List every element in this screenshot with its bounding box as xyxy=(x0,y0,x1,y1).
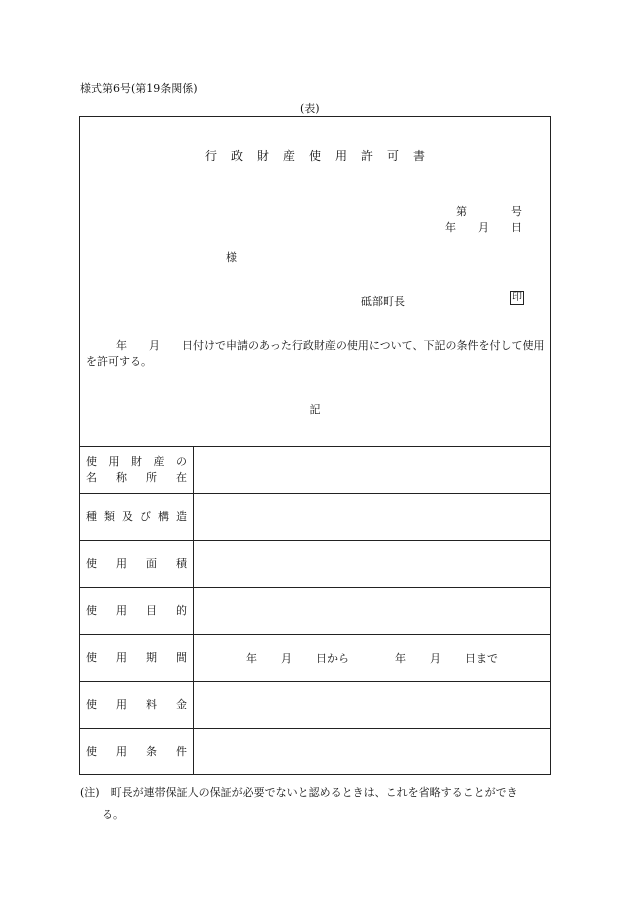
issue-date xyxy=(445,219,522,235)
table-row-area xyxy=(80,540,550,587)
row-label xyxy=(80,588,194,634)
label-char: 面 xyxy=(146,557,157,570)
permit-form xyxy=(79,116,551,775)
label-char: 名 xyxy=(86,471,97,484)
label-char: 使 xyxy=(86,698,97,711)
label-line xyxy=(86,556,187,572)
row-label xyxy=(80,729,194,775)
table-row-property-location xyxy=(80,446,550,493)
table-row-type-structure xyxy=(80,493,550,540)
footnote-line-1: (注) 町長が連帯保証人の保証が必要でないと認めるときは、これを省略することができ xyxy=(80,786,518,799)
ki-heading: 記 xyxy=(309,403,321,416)
label-char: の xyxy=(176,455,187,468)
row-value[interactable] xyxy=(194,541,550,587)
label-char: 及 xyxy=(122,510,133,523)
body-text: 日付けで申請のあった行政財産の使用について、下記の条件を付して使用を許可する。 xyxy=(86,339,545,368)
footnote-line-2: る。 xyxy=(102,808,124,821)
period-from-month: 月 xyxy=(281,652,292,665)
label-char: 用 xyxy=(108,455,120,468)
label-char: 財 xyxy=(131,455,142,468)
table-row-purpose xyxy=(80,587,550,634)
label-char: 用 xyxy=(116,557,127,570)
row-value[interactable] xyxy=(194,682,550,728)
label-char: 所 xyxy=(146,471,157,484)
label-line xyxy=(86,744,187,760)
label-char: 使 xyxy=(86,651,97,664)
label-char: 使 xyxy=(86,604,97,617)
details-table xyxy=(80,446,550,775)
form-number-label: 様式第6号(第19条関係) xyxy=(80,82,198,95)
label-char: 目 xyxy=(146,604,157,617)
table-row-period xyxy=(80,634,550,681)
label-char: 種 xyxy=(86,510,97,523)
document-number xyxy=(456,203,522,219)
number-prefix: 第 xyxy=(456,205,467,218)
row-label xyxy=(80,635,194,681)
label-char: 産 xyxy=(153,455,165,468)
table-row-fee xyxy=(80,681,550,728)
recipient-honorific: 様 xyxy=(226,251,237,264)
label-char: 条 xyxy=(146,745,157,758)
label-line xyxy=(86,603,187,619)
row-value[interactable] xyxy=(194,729,550,775)
label-char: 在 xyxy=(176,471,187,484)
label-line xyxy=(86,470,187,486)
footnote xyxy=(80,782,552,826)
permit-statement xyxy=(86,338,548,370)
issuer-title: 砥部町長 xyxy=(361,295,405,308)
label-char: 使 xyxy=(86,745,97,758)
period-value[interactable] xyxy=(194,635,550,681)
label-char: 使 xyxy=(86,557,97,570)
label-char: 用 xyxy=(116,651,127,664)
table-row-conditions xyxy=(80,728,550,775)
label-char: 類 xyxy=(104,510,115,523)
number-suffix: 号 xyxy=(511,205,522,218)
document-title: 行政財産使用許可書 xyxy=(204,149,439,163)
date-day: 日 xyxy=(511,221,522,234)
date-month: 月 xyxy=(478,221,489,234)
label-char: 用 xyxy=(116,698,127,711)
label-char: 構 xyxy=(158,510,169,523)
label-char: 期 xyxy=(146,651,157,664)
body-month: 月 xyxy=(149,339,160,352)
row-label xyxy=(80,541,194,587)
period-from-day: 日から xyxy=(316,652,349,665)
row-value[interactable] xyxy=(194,447,550,493)
seal-mark: 印 xyxy=(512,292,522,303)
row-label xyxy=(80,682,194,728)
row-value[interactable] xyxy=(194,494,550,540)
row-label xyxy=(80,447,194,493)
label-line xyxy=(86,697,187,713)
period-text xyxy=(194,650,550,666)
label-char: 間 xyxy=(176,651,187,664)
label-char: 的 xyxy=(176,604,187,617)
label-char: 称 xyxy=(116,471,127,484)
label-line xyxy=(86,454,187,470)
side-indicator: (表) xyxy=(300,102,320,115)
label-char: 件 xyxy=(176,745,187,758)
label-line xyxy=(86,509,187,525)
label-line xyxy=(86,650,187,666)
body-year: 年 xyxy=(116,339,127,352)
date-year: 年 xyxy=(445,221,456,234)
period-to-month: 月 xyxy=(430,652,441,665)
label-char: 造 xyxy=(176,510,187,523)
label-char: 用 xyxy=(116,745,127,758)
row-label xyxy=(80,494,194,540)
period-to-day: 日まで xyxy=(465,652,498,665)
label-char: 使 xyxy=(86,455,97,468)
label-char: 料 xyxy=(146,698,157,711)
label-char: び xyxy=(140,510,151,523)
period-from-year: 年 xyxy=(246,652,257,665)
label-char: 積 xyxy=(176,557,187,570)
period-to-year: 年 xyxy=(395,652,406,665)
label-char: 金 xyxy=(176,698,187,711)
row-value[interactable] xyxy=(194,588,550,634)
label-char: 用 xyxy=(116,604,127,617)
